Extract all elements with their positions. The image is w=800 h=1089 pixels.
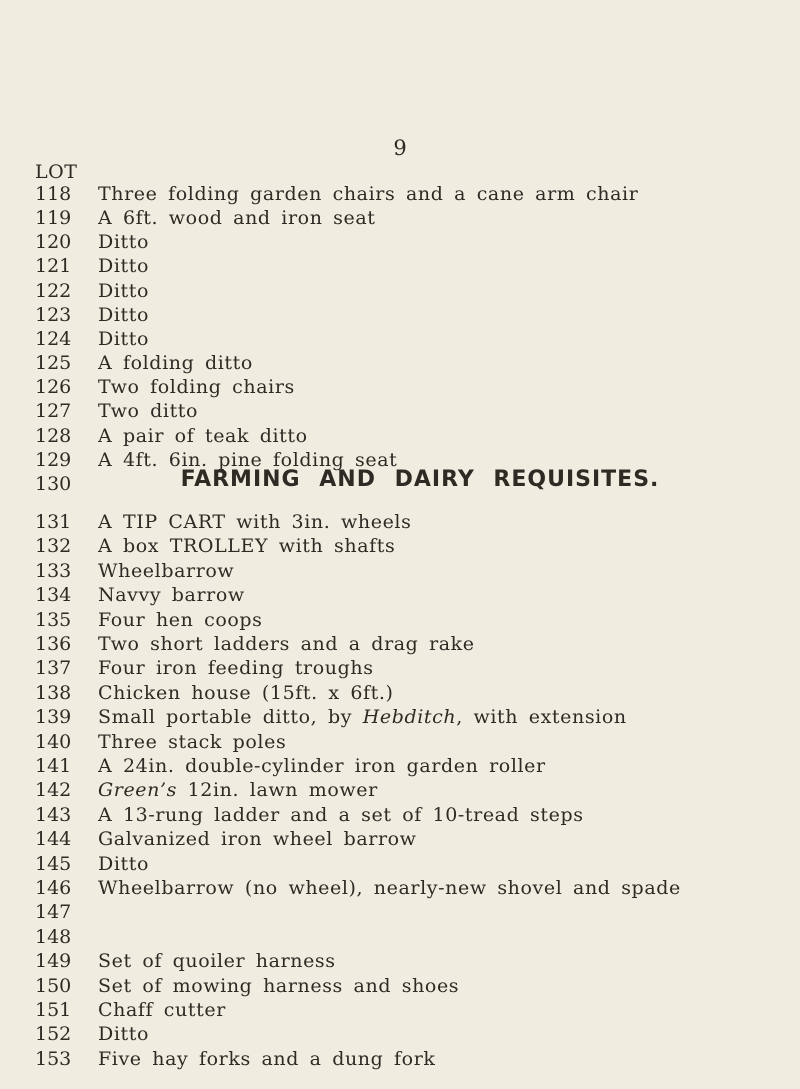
lot-description: Galvanized iron wheel barrow [98,828,417,851]
lot-description: Set of mowing harness and shoes [98,974,460,997]
lot-row [0,424,800,448]
lot-description: Ditto [98,327,150,350]
lot-row [0,778,800,802]
lot-row [0,730,800,754]
lot-number: 150 [35,974,72,997]
lot-number: 141 [35,755,72,777]
lot-number: 147 [35,901,72,924]
lot-row [0,230,800,254]
lot-number: 137 [35,657,72,680]
lot-description: Four hen coops [98,608,263,631]
lot-row [0,182,800,206]
lot-row [0,656,800,680]
lot-row [0,206,800,230]
lot-description: Navvy barrow [98,584,245,607]
lot-number: 140 [35,730,72,753]
lot-number: 129 [35,448,72,471]
lot-description-maker: Green’s [98,779,177,802]
lot-number: 134 [35,584,72,607]
lot-row [0,399,800,423]
lot-description: A 13-rung ladder and a set of 10-tread steps [98,803,584,826]
lot-description: A box TROLLEY with shafts [98,535,396,558]
lot-row [0,949,800,973]
lot-number: 131 [35,511,72,533]
section-title: FARMING AND DAIRY REQUISITES. [180,467,660,492]
lot-description-maker: Hebditch [362,706,457,729]
lot-description-text: 12in. lawn mower [176,779,378,802]
lot-number: 128 [35,424,72,447]
lot-row [0,998,800,1022]
page-number: 9 [393,136,407,160]
lot-row [0,1022,800,1046]
lot-number: 142 [35,779,72,802]
lot-number: 122 [35,279,72,302]
lot-row [0,303,800,327]
lot-number: 126 [35,376,72,399]
lot-description [98,705,788,729]
lot-row [0,327,800,351]
lot-row [0,279,800,303]
lot-number: 151 [35,999,72,1021]
lot-row [0,351,800,375]
lot-row [0,448,800,472]
lot-number: 143 [35,803,72,826]
lot-description: Two short ladders and a drag rake [98,633,475,655]
lot-description: Ditto [98,852,150,875]
lot-description: Ditto [98,255,150,278]
lot-number: 132 [35,535,72,558]
lot-description: Ditto [98,303,150,326]
lot-description: A pair of teak ditto [98,424,308,447]
lot-row [0,852,800,876]
lot-description: Three stack poles [98,730,287,753]
lot-row [0,827,800,851]
lot-number: 139 [35,706,72,729]
lot-description [98,778,788,802]
lot-number: 148 [35,925,72,948]
lot-number: 124 [35,327,72,350]
lot-row [0,705,800,729]
lot-description: A folding ditto [98,352,253,375]
lot-row [0,754,800,778]
lot-number: 119 [35,207,72,230]
lot-description-text: Small portable ditto, by [98,706,363,729]
lot-description: Four iron feeding troughs [98,657,374,680]
lot-number: 149 [35,950,72,973]
lot-description: A 24in. double-cylinder iron garden roller [98,755,546,777]
lot-row [0,510,800,534]
lot-row [0,472,800,496]
lot-row [0,608,800,632]
lot-row [0,876,800,900]
lot-row [0,925,800,949]
lot-row [0,534,800,558]
lot-number: 123 [35,303,72,326]
lot-description: Ditto [98,231,150,254]
lot-number: 135 [35,608,72,631]
lot-number: 136 [35,633,72,655]
lot-row [0,632,800,656]
lot-number: 153 [35,1047,72,1070]
lot-number: 130 [35,472,72,495]
lot-description: Ditto [98,1023,150,1046]
lot-description: Two ditto [98,400,199,423]
lot-description: Chicken house (15ft. x 6ft.) [98,681,394,704]
lot-number: 118 [35,183,72,205]
lot-row [0,681,800,705]
lot-description: A TIP CART with 3in. wheels [98,511,412,533]
lot-number: 145 [35,852,72,875]
lot-number: 146 [35,877,72,899]
lot-number: 127 [35,400,72,423]
lot-description: Wheelbarrow (no wheel), nearly-new shovel and spade [98,877,681,899]
lot-description: Five hay forks and a dung fork [98,1047,436,1070]
lot-row [0,1047,800,1071]
lot-number: 125 [35,352,72,375]
lot-description: Three folding garden chairs and a cane arm chair [98,183,639,205]
lot-description-text: , with extension [456,706,627,729]
lot-row [0,559,800,583]
lot-column-header: LOT [35,161,78,183]
lot-description: Set of quoiler harness [98,950,336,973]
lot-number: 121 [35,255,72,278]
lot-description: Two folding chairs [98,376,295,399]
lot-description: Ditto [98,279,150,302]
lot-number: 133 [35,559,72,582]
lot-description: Wheelbarrow [98,559,235,582]
lot-row [0,375,800,399]
lot-number: 120 [35,231,72,254]
lot-number: 144 [35,828,72,851]
lot-description: Chaff cutter [98,999,226,1021]
lot-row [0,974,800,998]
lot-number: 152 [35,1023,72,1046]
lot-number: 138 [35,681,72,704]
lot-row [0,583,800,607]
lot-row [0,254,800,278]
lot-row [0,900,800,924]
lot-description: A 4ft. 6in. pine folding seat [98,448,398,471]
lot-row [0,803,800,827]
lot-description: A 6ft. wood and iron seat [98,207,376,230]
